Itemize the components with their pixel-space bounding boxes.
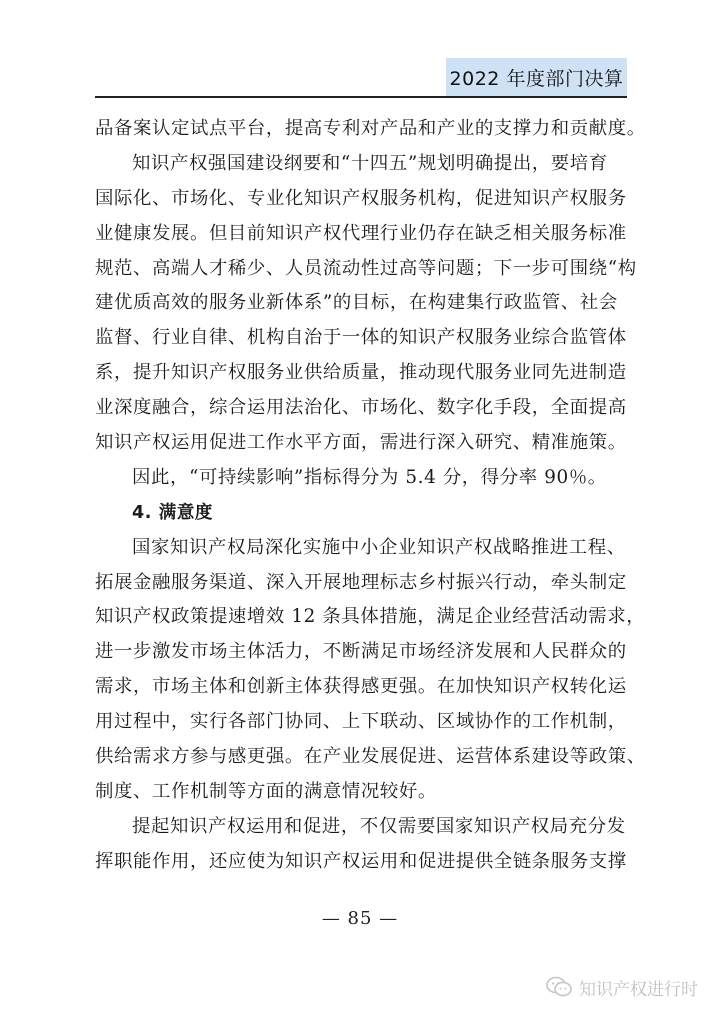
page-number: — 85 —: [321, 908, 399, 929]
body-line: 供给需求方参与感更强。在产业发展促进、运营体系建设等政策、: [95, 746, 646, 768]
body-line: 知识产权强国建设纲要和“十四五”规划明确提出，要培育: [132, 152, 608, 174]
page-header-title: 2022 年度部门决算: [446, 58, 627, 96]
body-line: 业深度融合，综合运用法治化、市场化、数字化手段，全面提高: [95, 397, 627, 419]
body-line: 拓展金融服务渠道、深入开展地理标志乡村振兴行动，牵头制定: [95, 571, 627, 593]
body-line: 建优质高效的服务业新体系”的目标，在构建集行政监管、社会: [95, 292, 618, 314]
body-line: 品备案认定试点平台，提高专利对产品和产业的支撑力和贡献度。: [95, 118, 646, 139]
watermark-text: 知识产权进行时: [579, 979, 698, 1000]
body-line: 因此，“可持续影响”指标得分为 5.4 分，得分率 90％。: [132, 466, 607, 488]
body-line: 国家知识产权局深化实施中小企业知识产权战略推进工程、: [132, 536, 626, 558]
body-line: 制度、工作机制等方面的满意情况较好。: [95, 780, 437, 802]
body-line: 规范、高端人才稀少、人员流动性过高等问题；下一步可围绕“构: [95, 257, 637, 279]
watermark: [545, 973, 698, 1001]
body-line: 提起知识产权运用和促进，不仅需要国家知识产权局充分发: [132, 815, 626, 837]
body-line: 知识产权政策提速增效 12 条具体措施，满足企业经营活动需求，: [95, 606, 646, 628]
body-line: 系，提升知识产权服务业供给质量，推动现代服务业同先进制造: [95, 362, 627, 384]
header-rule: [95, 96, 627, 98]
section-heading: 4. 满意度: [132, 502, 214, 523]
body-line: 知识产权运用促进工作水平方面，需进行深入研究、精准施策。: [95, 432, 627, 454]
body-line: 用过程中，实行各部门协同、上下联动、区域协作的工作机制，: [95, 711, 627, 733]
body-line: 监督、行业自律、机构自治于一体的知识产权服务业综合监管体: [95, 327, 627, 349]
body-line: 进一步激发市场主体活力，不断满足市场经济发展和人民群众的: [95, 641, 627, 663]
wechat-icon: [545, 975, 573, 999]
document-body: [95, 112, 646, 880]
body-line: 国际化、市场化、专业化知识产权服务机构，促进知识产权服务: [95, 187, 627, 209]
body-line: 挥职能作用，还应使为知识产权运用和促进提供全链条服务支撑: [95, 850, 627, 872]
body-line: 业健康发展。但目前知识产权代理行业仍存在缺乏相关服务标准: [95, 222, 627, 244]
body-line: 需求，市场主体和创新主体获得感更强。在加快知识产权转化运: [95, 676, 627, 698]
